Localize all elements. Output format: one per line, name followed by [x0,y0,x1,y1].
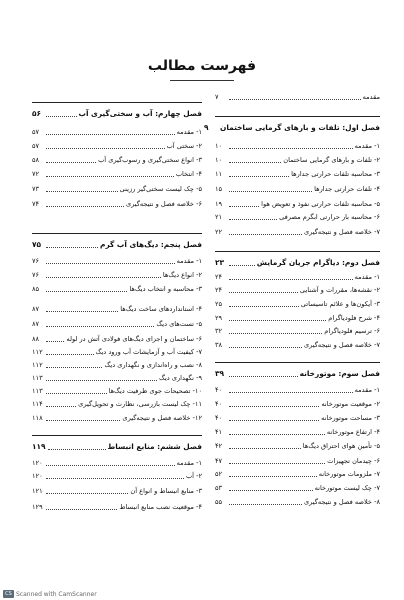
toc-entry [215,455,380,466]
toc-entry-title: ۱- مقدمه [354,272,380,281]
dot-leader [229,286,298,293]
toc-page-number: ۵۷ [32,127,40,136]
toc-page-number: ۲۳ [215,258,225,267]
dot-leader [229,370,298,377]
dot-leader [229,142,353,149]
toc-entry [215,226,380,237]
toc-entry [32,183,202,194]
dot-leader [229,414,319,421]
toc-entry [32,398,202,409]
toc-entry [32,372,202,383]
page-title: فهرست مطالب [147,58,257,74]
dot-leader [46,271,161,278]
toc-entry [215,168,380,179]
dot-leader [46,335,64,342]
toc-page-number: ۷۵ [32,240,42,249]
toc-page-number: ۳۹ [215,369,225,378]
toc-entry-title: ۱- مقدمه [176,458,202,467]
toc-entry [215,298,380,309]
dot-leader [46,400,76,407]
toc-entry-title: ۵- چک لیست سختی‌گیر رزینی [119,184,202,193]
toc-entry-title: ۵- محاسبه تلفات حرارتی نفوذ و تعویض هوا [261,199,380,208]
dot-leader [229,259,255,266]
dot-leader [46,285,127,292]
toc-page-number: ۷۳ [32,184,40,193]
toc-page-number: ۱۹ [215,199,223,208]
toc-entry-title: ۶- ساختمان و اجزای دیگ‌های فولادی آتش در لوله [66,334,202,343]
dot-leader [229,498,302,505]
toc-chapter-heading [32,441,202,452]
toc-entry [215,183,380,194]
toc-page-number: ۱۱۲ [32,347,43,356]
toc-page-number: ۵۶ [32,109,42,118]
toc-entry-title: ۱۱- چک لیست بازرسی، نظارت و تحویل‌گیری [78,399,202,408]
dot-leader [229,170,289,177]
dot-leader [46,170,174,177]
dot-leader [46,348,94,355]
toc-entry [215,468,380,479]
toc-page-number: ۸۷ [32,304,40,313]
dot-leader [229,228,302,235]
toc-page-number: ۵۳ [215,483,223,492]
toc-entry [215,140,380,151]
dot-leader [46,374,157,381]
dot-leader [46,414,120,421]
toc-entry-title: ۶- چیدمان تجهیزات [327,456,380,465]
dot-leader [229,428,325,435]
toc-page-number: ۷۶ [32,256,40,265]
toc-entry [32,501,202,512]
dot-leader [46,487,128,494]
toc-page-number: ۴۱ [215,427,223,436]
dot-leader [46,472,184,479]
dot-leader [229,457,325,464]
toc-entry-title: فصل پنجم: دیگ‌های آب گرم [100,240,202,249]
toc-entry-title: ۸- نصب و راه‌اندازی و نگهداری دیگ [104,360,202,369]
toc-entry [32,485,202,496]
dot-leader [46,257,175,264]
toc-entry [32,283,202,294]
dot-leader [46,128,175,135]
toc-entry-title: ۲- نقشه‌ها، مقررات و آشنایی [299,285,380,294]
toc-entry-title: ۷- خلاصه فصل و نتیجه‌گیری [303,340,380,349]
toc-entry-title: ۱۰- تصحیحات جوی ظرفیت دیگ‌ها [108,386,202,395]
toc-entry-title: ۱۲- خلاصه فصل و نتیجه‌گیری [122,413,202,422]
toc-entry-title: ۱- مقدمه [354,385,380,394]
toc-entry-title: ۲- تلفات و بارهای گرمایی ساختمان [283,155,380,164]
toc-page-number: ۷ [215,92,219,101]
dot-leader [229,156,281,163]
toc-entry-title: ۵- تست‌های دیگ [156,319,202,328]
toc-entry [215,440,380,451]
toc-entry [215,339,380,350]
toc-entry-title: ۵- تأمین هوای احتراق دیگ‌ها [302,441,380,450]
toc-page-number: ۵۸ [32,155,40,164]
dot-leader [229,314,326,321]
toc-entry [32,140,202,151]
dot-leader [229,200,259,207]
toc-page-number: ۱۱۴ [32,399,43,408]
dot-leader [229,300,299,307]
toc-entry [32,470,202,481]
toc-entry [215,271,380,282]
chapter-divider [32,102,202,103]
title-underline [170,80,234,81]
dot-leader [229,442,301,449]
toc-entry [32,269,202,280]
toc-page-number: ۱۱۳ [32,386,43,395]
toc-entry [32,333,202,344]
toc-entry [32,168,202,179]
toc-page-number: ۲۴ [215,272,223,281]
toc-page-number: ۴۰ [215,413,223,422]
chapter-divider [32,435,202,436]
toc-entry [215,325,380,336]
toc-entry-title: ۲- موقعیت موتورخانه [321,399,380,408]
dot-leader [229,484,313,491]
dot-leader [46,459,175,466]
toc-entry-title: ۴- موقعیت نصب منابع انبساط [119,502,202,511]
toc-page-number: ۲۵ [215,299,223,308]
toc-entry-title: مقدمه [362,92,380,101]
dot-leader [229,213,277,220]
toc-entry-title: ۷- ملزومات موتورخانه [318,469,380,478]
toc-page-number: ۵۵ [215,497,223,506]
toc-entry-title: ۶- خلاصه فصل و نتیجه‌گیری [125,199,202,208]
toc-chapter-heading [32,239,202,250]
toc-page-number: ۱۵ [215,184,223,193]
toc-page-number: ۲۲ [215,227,223,236]
dot-leader [46,320,154,327]
toc-entry-title: ۷- چک لیست موتورخانه [314,483,380,492]
chapter-divider [32,233,202,234]
toc-entry-title: ۴- ارتفاع موتورخانه [326,427,380,436]
toc-page-number: ۱۱۳ [32,373,43,382]
camscanner-icon: CS [3,590,14,598]
dot-leader [229,185,312,192]
toc-entry-title: فصل دوم: دیاگرام جریان گرمایش [256,258,380,267]
toc-page-number: ۸۸ [32,334,40,343]
toc-entry-title: ۱- مقدمه [176,256,202,265]
toc-chapter-heading [215,257,380,268]
toc-page-number: ۷۶ [32,270,40,279]
scanner-text: Scanned with CamScanner [16,590,97,598]
toc-entry-title: فصل اول: تلفات و بارهای گرمایی ساختمان [220,123,380,132]
toc-entry-title: ۳- انواع سختی‌گیری و رسوب‌گیری آب [98,155,202,164]
toc-page-number: ۷۲ [32,169,40,178]
toc-page-number: ۱۲۰ [32,458,43,467]
toc-page-number: ۱۲۹ [32,502,43,511]
dot-leader [46,361,102,368]
toc-page-number: ۱۰ [215,155,223,164]
toc-entry [215,91,380,102]
dot-leader [229,470,317,477]
toc-entry [32,359,202,370]
dot-leader [229,273,353,280]
toc-page-number: ۲۹ [215,313,223,322]
dot-leader [229,327,322,334]
scanner-watermark [3,590,97,598]
toc-entry-title: ۳- مساحت موتورخانه [321,413,380,422]
dot-leader [46,110,77,117]
toc-entry-title: ۱- مقدمه [176,127,202,136]
toc-entry [32,385,202,396]
toc-entry-title: فصل سوم: موتورخانه [299,369,380,378]
toc-page-number: ۱۱ [215,169,223,178]
toc-chapter-heading [215,368,380,379]
dot-leader [46,241,98,248]
toc-entry [32,255,202,266]
dot-leader [46,387,107,394]
dot-leader [229,386,353,393]
dot-leader [229,341,302,348]
toc-page-number: ۱۲۱ [32,486,43,495]
toc-entry-title: ۲- انواع دیگ‌ها [162,270,202,279]
toc-entry-title: ۴- تلفات حرارتی جدارها [314,184,380,193]
toc-entry [215,496,380,507]
toc-page-number: ۱۱۹ [32,442,46,451]
toc-entry [215,284,380,295]
toc-page-number: ۳۸ [215,340,223,349]
toc-entry [215,384,380,395]
toc-entry [215,211,380,222]
toc-entry-title: ۳- منابع انبساط و انواع آن [130,486,202,495]
chapter-divider [215,362,380,363]
toc-page-number: ۱۱۸ [32,413,43,422]
toc-entry [215,412,380,423]
toc-entry [32,154,202,165]
dot-leader [46,142,165,149]
dot-leader [46,503,117,510]
toc-page-number: ۴۷ [215,456,223,465]
toc-entry-title: ۴- شرح فلودیاگرام [328,313,380,322]
dot-leader [46,156,96,163]
toc-page-number: ۱۱۲ [32,360,43,369]
toc-entry-title: ۶- محاسبه بار حرارتی ابگرم مصرفی [279,212,380,221]
toc-entry-title: ۱- مقدمه [354,141,380,150]
toc-entry-title: ۳- محاسبه و انتخاب دیگ‌ها [129,284,202,293]
dot-leader [46,200,124,207]
toc-entry [32,303,202,314]
toc-entry-title: ۲- سختی آب [166,141,202,150]
toc-page-number: ۸۷ [32,319,40,328]
toc-entry-title: ۲- آب [185,471,202,480]
toc-entry [32,412,202,423]
toc-entry-title: ۴- استانداردهای ساخت دیگ‌ها [120,304,202,313]
toc-page-number: ۵۲ [215,469,223,478]
toc-entry [215,398,380,409]
toc-entry [32,198,202,209]
toc-entry [32,126,202,137]
toc-page-number: ۱۰ [215,141,223,150]
toc-page-number: ۴۲ [215,441,223,450]
toc-chapter-heading [204,122,380,133]
toc-page-number: ۹ [204,123,209,132]
toc-page-number: ۷۴ [32,199,40,208]
toc-entry-title: فصل چهارم: آب و سختی‌گیری آب [78,109,202,118]
toc-entry [215,482,380,493]
toc-entry-title: ۶- ترسیم فلودیاگرام [324,326,380,335]
toc-page-number: ۲۱ [215,212,223,221]
toc-page-number: ۱۲۰ [32,471,43,480]
dot-leader [46,185,118,192]
toc-entry-title: ۷- کیفیت آب و آزمایشات آب ورود دیگ [95,347,202,356]
toc-entry [215,198,380,209]
toc-entry-title: ۳- آیکون‌ها و علائم تاسیساتی [300,299,380,308]
chapter-divider [215,116,380,117]
toc-entry-title: ۹- نگهداری دیگ [159,373,202,382]
toc-entry [215,154,380,165]
toc-page-number: ۳۲ [215,326,223,335]
dot-leader [229,93,361,100]
toc-entry [32,346,202,357]
toc-entry-title: ۳- محاسبه تلفات حرارتی جدارها [291,169,380,178]
toc-chapter-heading [32,108,202,119]
dot-leader [46,305,118,312]
toc-entry [215,426,380,437]
chapter-divider [215,251,380,252]
toc-page-number: ۴۰ [215,385,223,394]
dot-leader [229,400,319,407]
toc-page-number: ۸۵ [32,284,40,293]
toc-entry-title: ۸- خلاصه فصل و نتیجه‌گیری [303,497,380,506]
toc-entry-title: فصل ششم: منابع انبساط [107,442,202,451]
toc-entry-title: ۷- خلاصه فصل و نتیجه‌گیری [303,227,380,236]
toc-entry [32,318,202,329]
toc-entry [215,312,380,323]
toc-entry [32,457,202,468]
dot-leader [48,443,106,450]
toc-page-number: ۵۷ [32,141,40,150]
toc-page-number: ۲۴ [215,285,223,294]
toc-page-number: ۴۰ [215,399,223,408]
toc-entry-title: ۴- انتخاب [175,169,202,178]
